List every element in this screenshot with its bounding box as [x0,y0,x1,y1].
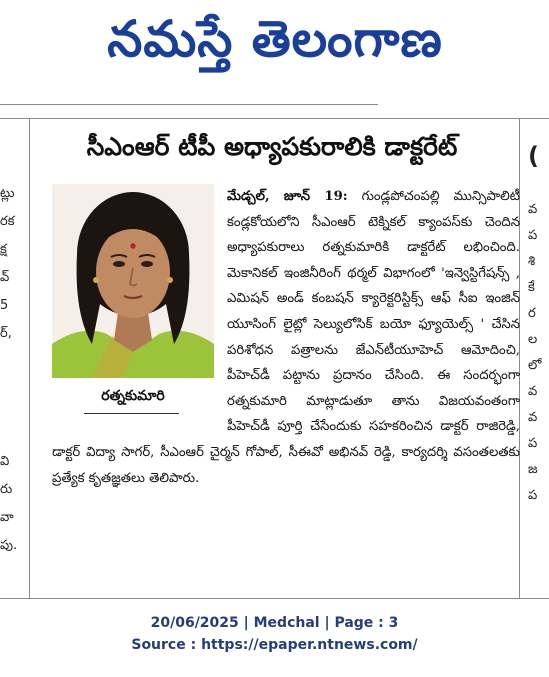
masthead-rule [0,104,378,105]
article-headline: సీఎంఆర్ టీపీ అధ్యాపకురాలికి డాక్టరేట్ [86,132,458,161]
article-dateline: మేడ్చల్, జూన్ 19: [227,189,348,204]
fragment: ప [528,488,538,503]
fragment: వా [0,510,14,525]
fragment: వ [528,384,538,399]
portrait-photo [52,184,214,378]
fragment: వ [528,410,538,425]
fragment: ర [528,306,536,321]
masthead [0,0,549,104]
left-column-rule [29,118,30,598]
fragment: వ్ [0,270,10,285]
fragment: ( [528,142,539,170]
article-text: గుండ్లపోచంపల్లి మున్సిపాలిటీ కండ్లకోయలోని సీఎంఆర్ టెక్నికల్ క్యాంపస్‌కు చెందిన అధ్యాపకురాలు రత్నకుమారికి డాక్టరేట్ లభించింది. మెకానికల్ ఇంజినీరింగ్ థర్మల్ విభాగంలో 'ఇన్వెస్టిగేషన్స్ , ఎమిషన్ అండ్ కంబషన్ క్యారెక్టరిస్టిక్స్ ఆఫ్ సీఐ ఇంజిన్ యూసింగ్ లైట్లో సెల్యులోసిక్ బయో ఫ్యూయెల్స్ ' చేసిన పరిశోధన పత్రాలను జేఎన్‌టీయూహెచ్ ఆమోదించి, పీహెచ్‌డీ పట్టాను ప్రదానం చేసింది. ఈ సందర్భంగా రత్నకుమారి మాట్లాడుతూ తాను విజయవంతంగా పీహెచ్‌డీ పూర్తి చేసేందుకు సహకరించిన డాక్టర్ రాజిరెడ్డి, డాక్టర్ విద్యా సాగర్, సీఎంఆర్ చైర్మన్ గోపాల్, సీఈవో అభినవ్ రెడ్డి, కార్యదర్శి వసంతలతకు ప్రత్యేక కృతజ్ఞతలు తెలిపారు. [52,189,520,486]
fragment: క్ష [0,242,7,257]
top-border [0,118,549,119]
left-column-fragments [0,120,22,600]
page-footer [0,612,549,656]
fragment: లో [528,358,542,373]
fragment: వి [0,454,10,469]
fragment: జ [528,462,538,477]
bottom-border [0,598,549,599]
fragment: ల [528,332,538,347]
fragment: రక [0,214,15,229]
fragment: శి [528,254,536,269]
newspaper-title: నమస్తే తెలంగాణ [107,10,443,68]
fragment: ప [528,228,538,243]
portrait-illustration [52,184,214,378]
fragment: ర్, [0,326,12,341]
footer-source-line: Source : https://epaper.ntnews.com/ [131,637,418,653]
fragment: 5 [0,298,9,313]
fragment: వ [528,202,538,217]
fragment: ట్లు [0,186,15,201]
photo-caption: రత్నకుమారి [101,388,165,404]
fragment: ప [528,436,538,451]
caption-underline [84,413,179,414]
right-column-fragments [528,125,549,600]
fragment: కే [528,280,535,295]
fragment: పు. [0,538,18,553]
fragment: రు [0,482,13,497]
footer-date-line: 20/06/2025 | Medchal | Page : 3 [150,615,399,631]
